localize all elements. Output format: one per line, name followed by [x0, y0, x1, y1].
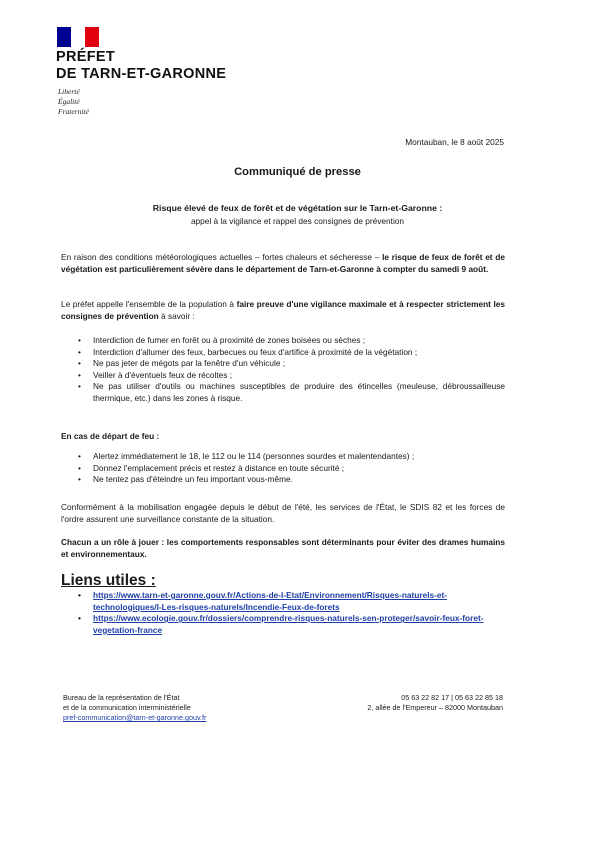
footer-left — [63, 693, 206, 724]
flag-blue-band — [57, 27, 71, 47]
list-item: • Interdiction de fumer en forêt ou à proximité de zones boisées ou sèches ; — [78, 335, 505, 347]
subtitle-secondary: appel à la vigilance et rappel des consignes de prévention — [190, 216, 405, 226]
motto-egalite: Égalité — [58, 97, 80, 106]
page-title: Communiqué de presse — [234, 166, 361, 178]
subtitle-main: Risque élevé de feux de forêt et de végétation sur le Tarn-et-Garonne : — [152, 203, 443, 213]
intro-p1-emphasis: le risque de feux de forêt et de végétation est particulièrement sévère dans le département de Tarn-et-Garonne à compter du samedi 9 août. — [61, 252, 505, 275]
flag-red-band — [85, 27, 99, 47]
flag-white-band — [71, 27, 85, 47]
intro-p1-text: En raison des conditions météorologiques actuelles – fortes chaleurs et sécheresse – — [61, 252, 383, 262]
fire-heading: En cas de départ de feu : — [61, 431, 160, 441]
list-item: • Ne pas utiliser d'outils ou machines susceptibles de produire des étincelles (meuleuse, débroussailleuse thermique, etc.) dans les zones à risque. — [78, 381, 505, 404]
footer-office-detail: et de la communication interministérielle — [63, 703, 191, 713]
motto-fraternite: Fraternité — [58, 107, 89, 116]
intro-p2-emphasis: faire preuve d'une vigilance maximale et à respecter strictement les consignes de prévention — [61, 299, 505, 322]
list-item — [78, 613, 498, 636]
intro-p2-text-2: à savoir : — [158, 311, 195, 322]
prefet-department: DE TARN-ET-GARONNE — [56, 66, 227, 82]
footer-right — [367, 693, 503, 713]
motto-liberte: Liberté — [58, 87, 80, 96]
list-item: • Ne pas jeter de mégots par la fenêtre d'un véhicule ; — [78, 358, 505, 370]
links-list — [78, 590, 498, 636]
intro-p2-text-1: Le préfet appelle l'ensemble de la population à — [61, 299, 237, 309]
footer-office: Bureau de la représentation de l'État — [63, 693, 180, 702]
intro-paragraph-2 — [61, 298, 505, 322]
prevention-list — [78, 335, 505, 405]
responsibility-paragraph: Chacun a un rôle à jouer : les comportements responsables sont déterminants pour éviter des drames humains et environnementaux. — [61, 537, 505, 560]
republic-flag-logo — [57, 27, 99, 47]
footer-email-link[interactable]: pref-communication@tarn-et-garonne.gouv.fr — [63, 713, 207, 723]
list-item — [78, 590, 498, 613]
link-ecologie-feux-foret[interactable]: https://www.ecologie.gouv.fr/dossiers/comprendre-risques-naturels-sen-proteger/savoir-feux-foret-vegetation-france — [93, 613, 484, 635]
prefet-title: PRÉFET — [56, 49, 115, 65]
press-date: Montauban, le 8 août 2025 — [405, 137, 504, 147]
link-tarn-et-garonne-incendies[interactable]: https://www.tarn-et-garonne.gouv.fr/Actions-de-l-Etat/Environnement/Risques-naturels-et-technologiques/I-Les-risques-naturels/Incendie-Feux-de-forets — [93, 590, 448, 612]
list-item: • Ne tentez pas d'éteindre un feu important vous-même. — [78, 474, 505, 486]
fire-list — [78, 451, 505, 486]
footer-phone: 05 63 22 82 17 | 05 63 22 85 18 — [401, 693, 503, 702]
list-item: • Alertez immédiatement le 18, le 112 ou le 114 (personnes sourdes et malentendantes) ; — [78, 451, 505, 463]
footer-address: 2, allée de l'Empereur – 82000 Montauban — [367, 703, 503, 713]
list-item: • Veiller à d'éventuels feux de récoltes ; — [78, 370, 505, 382]
list-item: • Donnez l'emplacement précis et restez à distance en toute sécurité ; — [78, 463, 505, 475]
surveillance-paragraph: Conformément à la mobilisation engagée depuis le début de l'été, les services de l'État, le SDIS 82 et les forces de l'ordre assurent une surveillance constante de la situation. — [61, 502, 505, 525]
intro-paragraph-1 — [61, 251, 505, 275]
links-heading: Liens utiles : — [61, 572, 156, 589]
list-item: • Interdiction d'allumer des feux, barbecues ou feux d'artifice à proximité de la végétation ; — [78, 347, 505, 359]
